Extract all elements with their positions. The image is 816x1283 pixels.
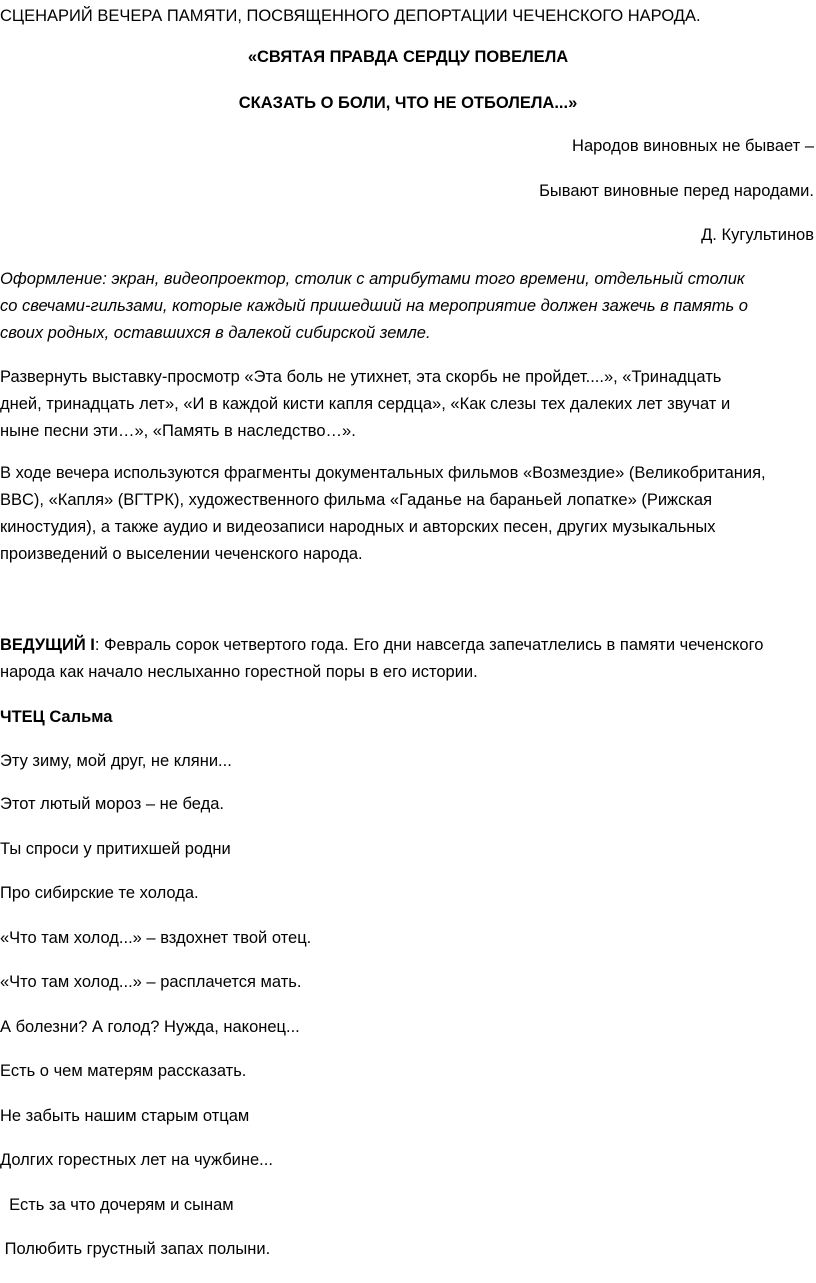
host1-text: : Февраль сорок четвертого года. Его дни навсегда запечатлелись в памяти чеченского	[94, 636, 764, 654]
epigraph-line-1: Народов виновных не бывает –	[572, 137, 814, 155]
poem-line: Ты спроси у притихшей родни	[0, 840, 231, 858]
decoration-paragraph	[0, 266, 812, 347]
host1-label: ВЕДУЩИЙ I	[0, 636, 95, 654]
materials-paragraph	[0, 460, 812, 568]
poem-line: А болезни? А голод? Нужда, наконец...	[0, 1018, 300, 1036]
epigraph-line-2: Бывают виновные перед народами.	[539, 182, 814, 200]
poem-line: Долгих горестных лет на чужбине...	[0, 1151, 273, 1169]
decoration-line: со свечами-гильзами, которые каждый пришедший на мероприятие должен зажечь в память о	[0, 297, 748, 315]
poem-line: Эту зиму, мой друг, не кляни...	[0, 752, 232, 770]
materials-line: BBC), «Капля» (ВГТРК), художественного фильма «Гаданье на бараньей лопатке» (Рижская	[0, 491, 713, 509]
exhibition-line: ныне песни эти…», «Память в наследство…».	[0, 422, 356, 440]
poem-line: «Что там холод...» – вздохнет твой отец.	[0, 929, 312, 947]
host1-first-line	[0, 632, 812, 659]
poem-line: Этот лютый мороз – не беда.	[0, 795, 224, 813]
exhibition-line: дней, тринадцать лет», «И в каждой кисти капля сердца», «Как слезы тех далеких лет звучат и	[0, 395, 731, 413]
epigraph-author: Д. Кугультинов	[701, 226, 814, 244]
poem-line: Не забыть нашим старым отцам	[0, 1107, 250, 1125]
poem-line: Про сибирские те холода.	[0, 884, 199, 902]
document-title: СЦЕНАРИЙ ВЕЧЕРА ПАМЯТИ, ПОСВЯЩЕННОГО ДЕПОРТАЦИИ ЧЕЧЕНСКОГО НАРОДА.	[0, 7, 701, 25]
host1-second-line: народа как начало неслыханно горестной поры в его истории.	[0, 663, 478, 681]
poem-line: «Что там холод...» – расплачется мать.	[0, 973, 302, 991]
heading-line-2: СКАЗАТЬ О БОЛИ, ЧТО НЕ ОТБОЛЕЛА...»	[238, 94, 578, 112]
reader-label: ЧТЕЦ Сальма	[0, 708, 113, 726]
exhibition-paragraph	[0, 364, 812, 445]
poem-line: Есть о чем матерям рассказать.	[0, 1062, 247, 1080]
decoration-line: своих родных, оставшихся в далекой сибирской земле.	[0, 324, 431, 342]
poem-line: Есть за что дочерям и сынам	[0, 1196, 234, 1214]
host1-paragraph	[0, 632, 812, 686]
materials-line: киностудия), а также аудио и видеозаписи народных и авторских песен, других музыкальных	[0, 518, 716, 536]
heading-line-1: «СВЯТАЯ ПРАВДА СЕРДЦУ ПОВЕЛЕЛА	[247, 48, 569, 66]
exhibition-line: Развернуть выставку-просмотр «Эта боль не утихнет, эта скорбь не пройдет....», «Тринадцать	[0, 368, 722, 386]
decoration-line: Оформление: экран, видеопроектор, столик с атрибутами того времени, отдельный столик	[0, 270, 745, 288]
materials-line: В ходе вечера используются фрагменты документальных фильмов «Возмездие» (Великобритания,	[0, 464, 766, 482]
materials-line: произведений о выселении чеченского народа.	[0, 545, 363, 563]
poem-line: Полюбить грустный запах полыни.	[0, 1240, 271, 1258]
